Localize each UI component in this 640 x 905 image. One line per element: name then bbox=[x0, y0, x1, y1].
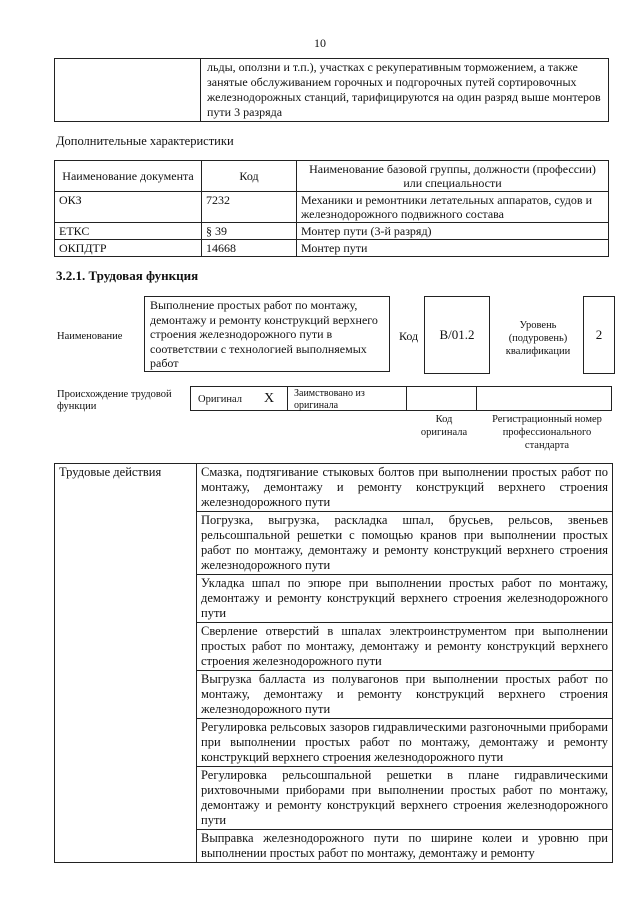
origin-row bbox=[190, 386, 612, 411]
original-mark: X bbox=[264, 391, 275, 406]
continued-table-text: льды, оползни и т.п.), участках с рекуперативным торможением, а также занятые обслуживанием горочных и подгорочных путей сортировочных железнодорожных станций, тарифицируются на один разряд выше монтеров пути 3 разряда bbox=[201, 59, 609, 122]
original-cell bbox=[190, 386, 288, 411]
code-cell: 7232 bbox=[202, 192, 297, 223]
page-number: 10 bbox=[314, 36, 326, 50]
function-name-label: Наименование bbox=[57, 331, 123, 342]
function-code-label: Код bbox=[399, 329, 419, 343]
extra-characteristics-table bbox=[54, 160, 609, 257]
labor-action-item: Регулировка рельсошпальной решетки в плане гидравлическими рихтовочными приборами при выполнении простых работ по монтажу, демонтажу и ремонту конструкций верхнего строения железнодорожного пути bbox=[197, 767, 613, 830]
code-cell: 14668 bbox=[202, 240, 297, 257]
code-cell: § 39 bbox=[202, 223, 297, 240]
doc-cell: ЕТКС bbox=[55, 223, 202, 240]
labor-actions-label: Трудовые действия bbox=[55, 464, 197, 863]
doc-cell: ОКЗ bbox=[55, 192, 202, 223]
borrowed-label: Заимствовано из оригинала bbox=[294, 388, 365, 411]
group-cell: Монтер пути bbox=[297, 240, 609, 257]
table-header-row bbox=[55, 161, 609, 192]
extra-characteristics-title: Дополнительные характеристики bbox=[56, 134, 234, 148]
code-original-label: Код оригинала bbox=[420, 414, 468, 438]
table-row bbox=[55, 223, 609, 240]
group-cell: Монтер пути (3-й разряд) bbox=[297, 223, 609, 240]
qualification-level-label: Уровень (подуровень) квалификации bbox=[505, 320, 571, 357]
continued-table-left-cell bbox=[55, 59, 201, 122]
code-original-cell bbox=[407, 386, 477, 411]
reg-number-label: Регистрационный номер профессионального стандарта bbox=[492, 414, 602, 451]
labor-action-item: Укладка шпал по эпюре при выполнении простых работ по монтажу, демонтажу и ремонту конструкций верхнего строения железнодорожного пути bbox=[197, 575, 613, 623]
labor-action-item: Сверление отверстий в шпалах электроинструментом при выполнении простых работ по монтажу, демонтажу и ремонту конструкций верхнего строения железнодорожного пути bbox=[197, 623, 613, 671]
labor-action-item: Смазка, подтягивание стыковых болтов при выполнении простых работ по монтажу, демонтажу и ремонту конструкций верхнего строения железнодорожного пути bbox=[197, 464, 613, 512]
function-origin-label: Происхождение трудовой функции bbox=[57, 389, 172, 412]
labor-action-item: Регулировка рельсовых зазоров гидравлическими разгоночными приборами при выполнении простых работ по монтажу, демонтажу и ремонту конструкций верхнего строения железнодорожного пути bbox=[197, 719, 613, 767]
borrowed-cell bbox=[288, 386, 407, 411]
header-group-name: Наименование базовой группы, должности (профессии) или специальности bbox=[297, 161, 609, 192]
reg-number-cell bbox=[477, 386, 612, 411]
table-row bbox=[55, 240, 609, 257]
header-code: Код bbox=[202, 161, 297, 192]
labor-action-item: Выправка железнодорожного пути по ширине колеи и уровню при выполнении простых работ по монтажу, демонтажу и ремонту bbox=[197, 830, 613, 863]
section-title: 3.2.1. Трудовая функция bbox=[56, 268, 199, 283]
labor-actions-table bbox=[54, 463, 613, 863]
labor-action-item: Погрузка, выгрузка, раскладка шпал, брусьев, рельсов, звеньев рельсошпальной решетки с помощью кранов при выполнении простых работ по монтажу, демонтажу и ремонту конструкций верхнего строения железнодорожного пути bbox=[197, 512, 613, 575]
function-name-box: Выполнение простых работ по монтажу, демонтажу и ремонту конструкций верхнего строения железнодорожного пути в соответствии с технологией выполняемых работ bbox=[144, 296, 390, 372]
header-document-name: Наименование документа bbox=[55, 161, 202, 192]
table-row bbox=[55, 192, 609, 223]
function-code-box: B/01.2 bbox=[424, 296, 490, 374]
original-label: Оригинал bbox=[198, 394, 242, 405]
doc-cell: ОКПДТР bbox=[55, 240, 202, 257]
continued-table bbox=[54, 58, 609, 122]
group-cell: Механики и ремонтники летательных аппаратов, судов и железнодорожного подвижного состава bbox=[297, 192, 609, 223]
qualification-level-box: 2 bbox=[583, 296, 615, 374]
labor-action-item: Выгрузка балласта из полувагонов при выполнении простых работ по монтажу, демонтажу и ремонту конструкций верхнего строения железнодорожного пути bbox=[197, 671, 613, 719]
table-row bbox=[55, 464, 613, 512]
